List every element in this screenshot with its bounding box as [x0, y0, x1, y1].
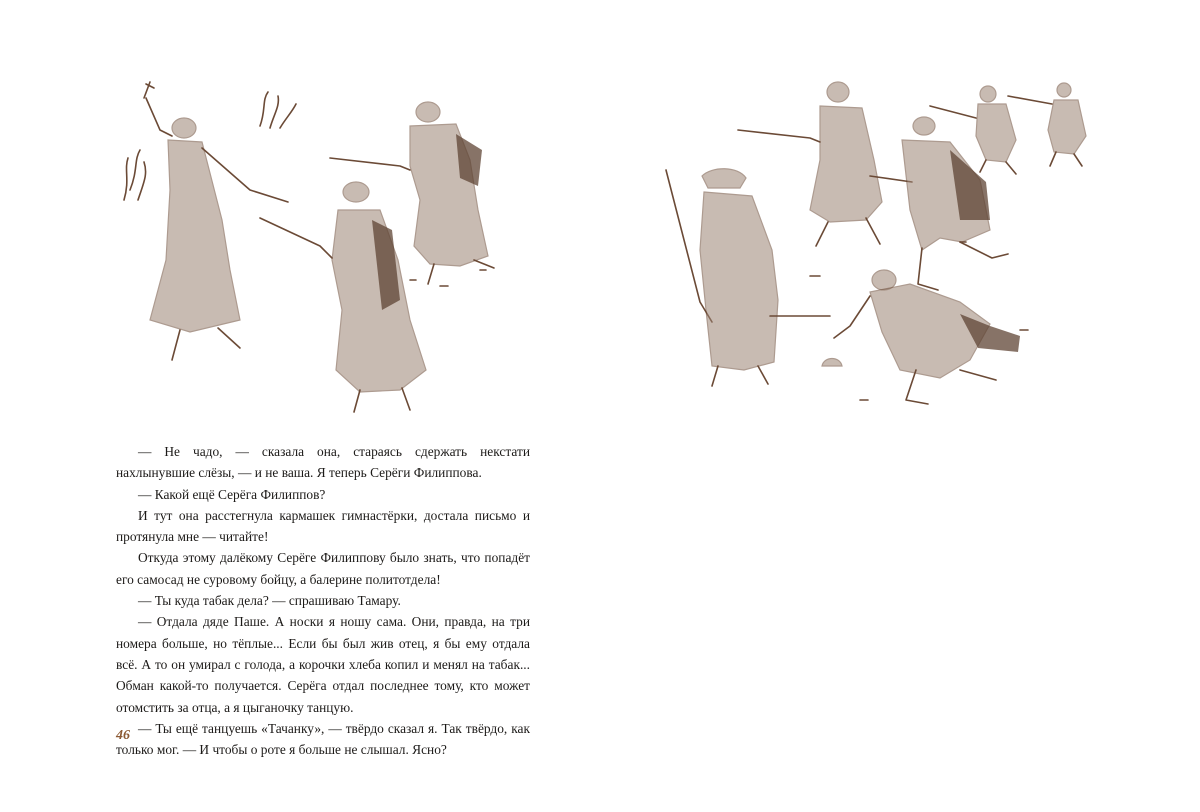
officer-with-pistol-figure	[124, 82, 288, 360]
soldier-with-rifle-figure	[260, 182, 426, 412]
paragraph: — Ты куда табак дела? — спрашиваю Тамару.	[138, 593, 401, 609]
soldiers-attack-sketch	[110, 70, 530, 430]
fallen-soldier-figure	[770, 270, 1020, 404]
paragraph: Откуда этому далёкому Серёге Филиппову было знать, что попадёт его самосад не суровому бойцу, а балерине политотдела!	[116, 550, 530, 587]
paragraph: И тут она расстегнула кармашек гимнастёрки, достала письмо и протянула мне — читайте!	[116, 507, 530, 545]
paragraph: — Не чадо, — сказала она, стараясь сдержать некстати нахлынувшие слёзы, — и не ваша. Я теперь Серёги Филиппова.	[116, 444, 530, 481]
right-illustration	[660, 70, 1100, 425]
ground-marks	[410, 270, 486, 286]
paragraph: — Ты ещё танцуешь «Тачанку», — твёрдо сказал я. Так твёрдо, как только мог. — И чтобы о роте я больше не слышал. Ясно?	[116, 720, 530, 758]
bush-sketch	[260, 92, 296, 128]
far-soldier-figure	[1008, 83, 1086, 166]
left-page-text	[116, 441, 530, 760]
soldier-in-hat-figure	[666, 169, 778, 386]
left-illustration	[110, 70, 530, 430]
page-number: 46	[116, 728, 130, 743]
paragraph: — Отдала дяде Паше. А носки я ношу сама. Они, правда, на три номера больше, но тёплые... Если бы был жив отец, я бы ему отдала всё. А то он умирал с голода, а корочки хлеба копил и менял на табак... Обман какой-то получается. Серёга отдал последнее тому, кто может отомстить за отца, а я цыганочку танцую.	[116, 614, 530, 715]
paragraph: — Какой ещё Серёга Филиппов?	[138, 486, 326, 502]
soldiers-advance-sketch	[660, 70, 1100, 425]
